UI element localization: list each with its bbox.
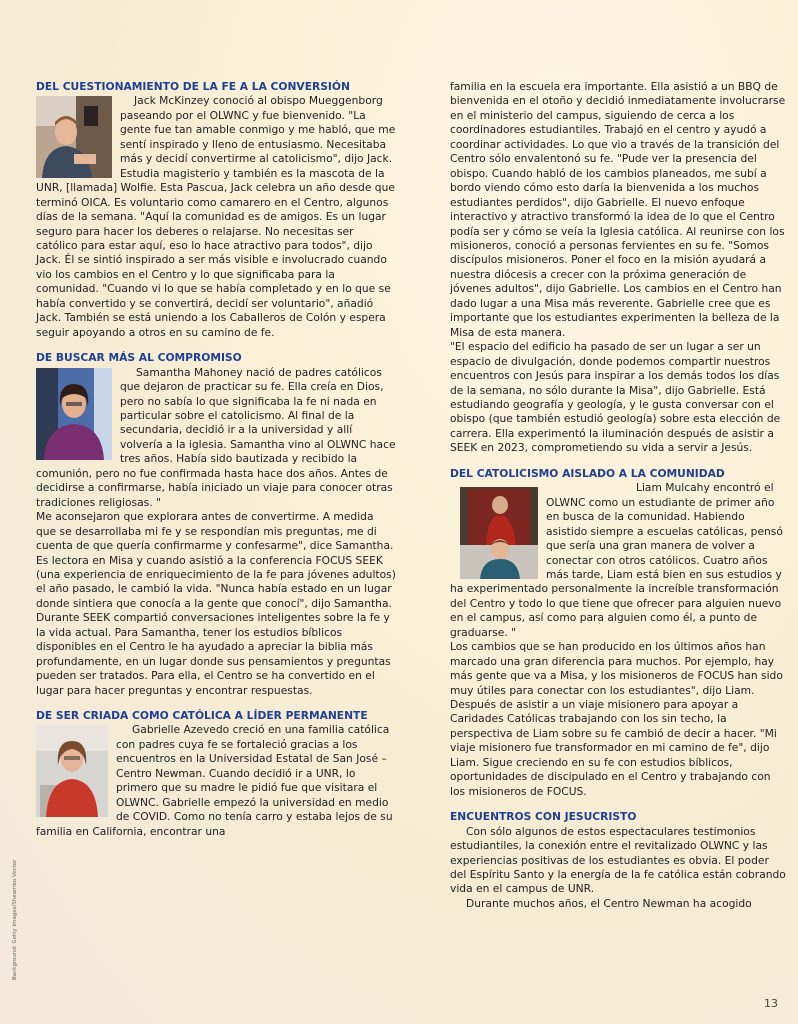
section-liam (450, 467, 788, 799)
section-paragraph: Me aconsejaron que explorara antes de convertirme. A medida que se desarrollaba mi fe y se respondían mis preguntas, me di cuenta de que quería confirmarme y confesarme", dice Samantha. Es lectora en Misa y cuando asistió a la conferencia FOCUS SEEK (una experiencia de enriquecimiento de la fe para jóvenes adultos) el año pasado, le cambió la vida. "Nunca había estado en un lugar donde sintiera que conocía a la gente que conocí", dijo Samantha. Durante SEEK compartió conversaciones inteligentes sobre la fe y la vida actual. Para Samantha, tener los estudios bíblicos disponibles en el Centro le ha ayudado a apreciar la biblia más profundamente, en un lugar donde sus pensamientos y preguntas pueden ser tratados. Para ella, el Centro se ha convertido en el lugar para hacer preguntas y encontrar respuestas. (36, 510, 396, 697)
section-paragraph: Durante muchos años, el Centro Newman ha acogido (466, 896, 752, 910)
section-paragraph: "El espacio del edificio ha pasado de ser un lugar a ser un espacio de divulgación, donde podemos compartir nuestros encuentros con Jesús para inspirar a los demás todos los días de la semana, no sólo durante la Misa", dijo Gabrielle. Está estudiando geografía y geología, y le gusta conversar con el obispo (que también estudió geología) sobre esta elección de carrera. Ella experimentó la iluminación después de asistir a SEEK en 2023, comprometiendo su vida a servir a Jesús. (450, 340, 781, 455)
section-paragraph: Jack McKinzey conoció al obispo Mueggenborg paseando por el OLWNC y fue bienvenido. "La gente fue tan amable conmigo y me habló, que me sentí inspirado y lleno de entusiasmo. Necesitaba más y decidí convertirme al catolicismo", dijo Jack. Estudia magisterio y también es la mascota de la UNR, [llamada] Wolfie. Esta Pascua, Jack celebra un año desde que terminó OICA. Es voluntario como camarero en el Centro, algunos días de la semana. "Aquí la comunidad es de amigos. Es un lugar seguro para hacer los deberes o relajarse. No necesitas ser católico para estar aquí, eso lo hace atractivo para todos", dijo Jack. Él se sintió inspirado a ser más visible e involucrado cuando vio los cambios en el Centro y lo que significaba para la comunidad. "Cuando vi lo que se había completado y en lo que se había convertido y se convertirá, decidí ser voluntario", añadió Jack. También se está uniendo a los Caballeros de Colón y espera seguir apoyando a otros en su camino de fe. (36, 94, 396, 339)
photo-jack (36, 96, 112, 178)
section-heading: DE SER CRIADA COMO CATÓLICA A LÍDER PERMANENTE (36, 709, 368, 723)
left-column (36, 80, 396, 839)
page-number: 13 (764, 997, 778, 1010)
section-heading: DE BUSCAR MÁS AL COMPROMISO (36, 351, 242, 365)
photo-gabrielle (36, 725, 108, 817)
section-paragraph: Los cambios que se han producido en los últimos años han marcado una gran diferencia para muchos. Por ejemplo, hay más gente que va a Misa, y los misioneros de FOCUS han sido muy útiles para conectar con los estudiantes", dijo Liam. Después de asistir a un viaje misionero para apoyar a Caridades Católicas trabajando con los sin techo, la perspectiva de Liam sobre su fe cambió de decir a hacer. "Mi viaje misionero fue transformador en mi camino de fe", dijo Liam. Sigue creciendo en su fe con estudios bíblicos, oportunidades de discipulado en el Centro y trabajando con los misioneros de FOCUS. (450, 640, 783, 798)
photo-liam (460, 487, 538, 579)
section-heading: DEL CATOLICISMO AISLADO A LA COMUNIDAD (450, 466, 725, 480)
right-column (450, 80, 788, 911)
section-gabrielle (36, 709, 396, 839)
section-jack (36, 80, 396, 340)
section-paragraph: Gabrielle Azevedo creció en una familia católica con padres cuya fe se fortaleció gracias a los encuentros en la Universidad Estatal de San José – Centro Newman. Cuando decidió ir a UNR, lo primero que su madre le pidió fue que visitara el OLWNC. Gabrielle empezó la universidad en medio de COVID. Como no tenía carro y estaba lejos de su familia en California, encontrar una (36, 723, 393, 838)
section-paragraph: Liam Mulcahy encontró el OLWNC como un estudiante de primer año en busca de la comunidad. Habiendo asistido siempre a escuelas católicas, pensó que sería una gran manera de volver a conectar con otros católicos. Cuatro años más tarde, Liam está bien en sus estudios y ha experimentado personalmente la increíble transformación del Centro y todo lo que tiene que ofrecer para alguien nuevo en el campus, así como para alguien como él, a punto de graduarse. " (450, 481, 783, 639)
section-paragraph: Samantha Mahoney nació de padres católicos que dejaron de practicar su fe. Ella creía en Dios, pero no sabía lo que significaba la fe ni nada en particular sobre el catolicismo. Al final de la secundaria, decidió ir a la universidad y allí volvería a la iglesia. Samantha vino al OLWNC hace tres años. Había sido bautizada y recibido la comunión, pero no fue confirmada hasta hace dos años. Antes de decidirse a confirmarse, había iniciado un viaje para conocer otras tradiciones religiosas. " (36, 365, 396, 509)
photo-credit: Background: Getty Images/Sheambo Vector (12, 859, 18, 980)
section-paragraph: Con sólo algunos de estos espectaculares testimonios estudiantiles, la conexión entre el revitalizado OLWNC y las experiencias positivas de los estudiantes es obvia. El poder del Espíritu Santo y la energía de la fe católica están cobrando vida en el campus de UNR. (450, 824, 786, 896)
section-paragraph: familia en la escuela era importante. Ella asistió a un BBQ de bienvenida en el otoño y decidió inmediatamente involucrarse en el ministerio del campus, siguiendo de cerca a los coordinadores estudiantiles. Trabajó en el centro y ayudó a coordinar actividades. Lo que vio a través de la transición del Centro sólo envalentonó su fe. "Pude ver la presencia del obispo. Cuando habló de los cambios planeados, me subí a bordo viendo cómo esto daría la bienvenida a los muchos estudiantes perdidos", dijo Gabrielle. El nuevo enfoque interactivo y atractivo transformó la idea de lo que el Centro podía ser y cómo se veía la Iglesia católica. Al reunirse con los misioneros, conoció a personas fervientes en su fe. "Somos discípulos misioneros. Poner el foco en la misión ayudará a nuestra diócesis a crecer con la próxima generación de jóvenes adultos", dijo Gabrielle. Los cambios en el Centro han dado lugar a una Misa más reverente. Gabrielle cree que es importante que los estudiantes experimenten la belleza de la Misa de esta manera. (450, 80, 786, 339)
section-samantha (36, 351, 396, 698)
photo-samantha (36, 368, 112, 460)
section-heading: DEL CUESTIONAMIENTO DE LA FE A LA CONVERSIÓN (36, 80, 350, 93)
section-gabrielle-continued (450, 80, 788, 456)
section-encuentros (450, 810, 788, 911)
section-heading: ENCUENTROS CON JESUCRISTO (450, 810, 637, 824)
